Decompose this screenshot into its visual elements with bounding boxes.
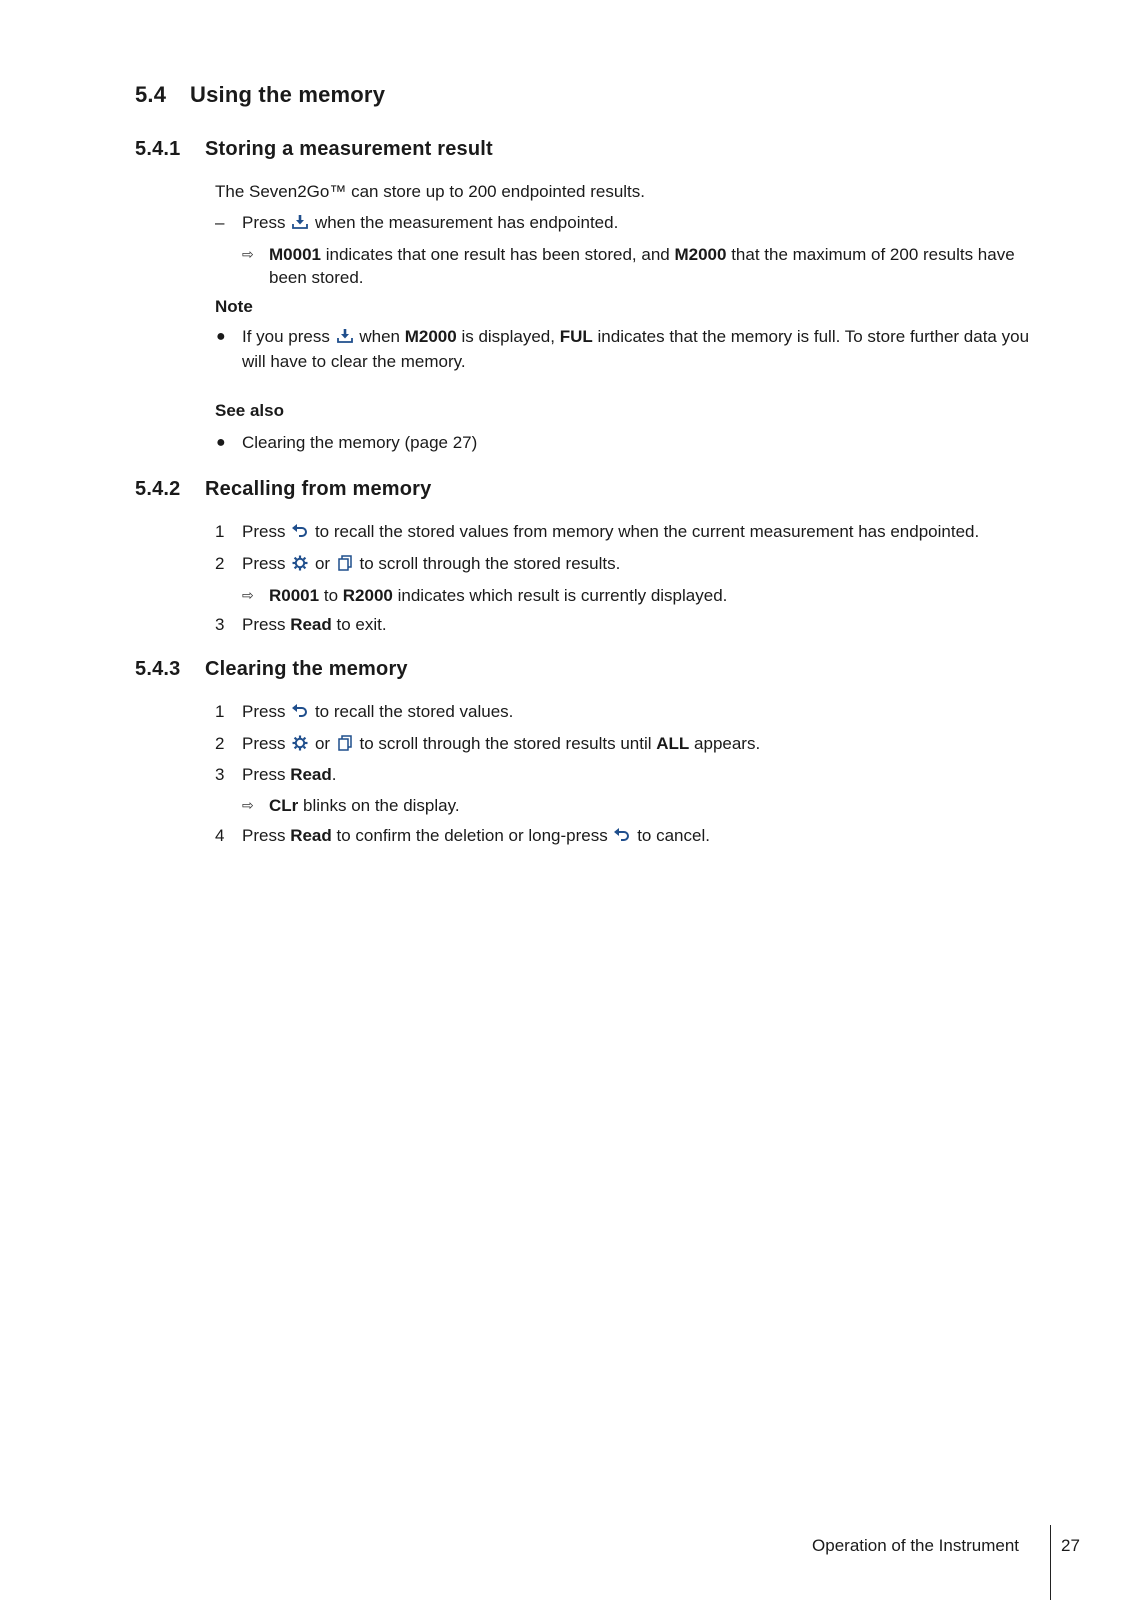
subsection-number: 5.4.2 [135, 478, 181, 500]
see-also-label: See also [215, 401, 284, 420]
clear-step-2 [242, 732, 760, 756]
display-code: CLr [269, 796, 299, 815]
scroll-down-key-icon [336, 555, 354, 571]
note-text-part: If you press [242, 327, 330, 346]
step-number: 3 [215, 765, 225, 784]
step-text: Press [242, 826, 286, 845]
note-label: Note [215, 297, 253, 316]
note-text [242, 325, 1029, 349]
footer-divider [1050, 1525, 1051, 1600]
result-arrow-icon: ⇨ [242, 797, 254, 813]
result-arrow-icon: ⇨ [242, 587, 254, 603]
step-text: to cancel. [637, 826, 710, 845]
recall-step-2 [242, 552, 620, 576]
scroll-up-key-icon [291, 735, 309, 751]
recall-key-icon [613, 827, 631, 843]
display-code: ALL [656, 734, 690, 753]
store-key-icon [336, 328, 354, 344]
display-code: M0001 [269, 245, 321, 264]
subsection-title: Clearing the memory [205, 658, 408, 680]
scroll-down-key-icon [336, 735, 354, 751]
step-number: 2 [215, 734, 225, 753]
key-name: Read [290, 615, 332, 634]
result-text: to [323, 586, 339, 605]
store-key-icon [291, 214, 309, 230]
recall-key-icon [291, 523, 309, 539]
bullet-icon: ● [216, 434, 226, 451]
dash-marker: – [215, 213, 225, 232]
store-result [269, 243, 1015, 267]
recall-step-3 [242, 613, 387, 637]
clear-step-3 [242, 763, 337, 787]
display-code: FUL [559, 327, 593, 346]
step-text: Press [242, 702, 286, 721]
step-number: 1 [215, 522, 225, 541]
step-text: to recall the stored values. [314, 702, 514, 721]
step-text: Press [242, 734, 286, 753]
result-text: indicates which result is currently displayed. [397, 586, 728, 605]
subsection-heading-clearing [135, 658, 408, 681]
store-step [242, 211, 618, 235]
key-name: Read [290, 826, 332, 845]
step-text: when the measurement has endpointed. [314, 213, 619, 232]
step-text: appears. [694, 734, 761, 753]
step-text: to exit. [336, 615, 387, 634]
recall-step-1 [242, 520, 979, 544]
clear-step-4 [242, 824, 710, 848]
store-result-continued: been stored. [269, 268, 364, 287]
note-text-part: indicates that the memory is full. To store further data you [597, 327, 1030, 346]
step-text: Press [242, 522, 286, 541]
subsection-heading-storing [135, 138, 493, 161]
page-number: 27 [1061, 1536, 1080, 1555]
step-text: Press [242, 554, 286, 573]
section-number: 5.4 [135, 82, 167, 107]
scroll-up-key-icon [291, 555, 309, 571]
step-text: to scroll through the stored results until [359, 734, 652, 753]
display-code: R0001 [269, 586, 320, 605]
step-number: 3 [215, 615, 225, 634]
recall-result [269, 584, 727, 608]
step-text: Press [242, 615, 286, 634]
step-text: Press [242, 213, 286, 232]
step-text: to scroll through the stored results. [359, 554, 621, 573]
note-text-part: is displayed, [461, 327, 555, 346]
step-text: or [314, 734, 331, 753]
step-number: 4 [215, 826, 225, 845]
result-text: that the maximum of 200 results have [731, 245, 1015, 264]
section-heading [135, 82, 385, 108]
recall-key-icon [291, 703, 309, 719]
display-code: R2000 [342, 586, 393, 605]
subsection-title: Storing a measurement result [205, 138, 493, 160]
key-name: Read [290, 765, 332, 784]
subsection-number: 5.4.3 [135, 658, 181, 680]
step-number: 2 [215, 554, 225, 573]
note-text-part: when [359, 327, 400, 346]
subsection-heading-recalling [135, 478, 432, 501]
result-text: indicates that one result has been stored, and [325, 245, 670, 264]
note-text-continued: will have to clear the memory. [242, 352, 466, 371]
display-code: M2000 [674, 245, 727, 264]
result-text: blinks on the display. [303, 796, 460, 815]
step-text: Press [242, 765, 286, 784]
step-number: 1 [215, 702, 225, 721]
step-text: to recall the stored values from memory when the current measurement has endpointed. [314, 522, 980, 541]
clear-step-1 [242, 700, 513, 724]
step-text: . [331, 765, 337, 784]
result-arrow-icon: ⇨ [242, 246, 254, 262]
bullet-icon: ● [216, 328, 226, 345]
subsection-number: 5.4.1 [135, 138, 181, 160]
step-text: to confirm the deletion or long-press [336, 826, 608, 845]
display-code: M2000 [404, 327, 457, 346]
step-text: or [314, 554, 331, 573]
clear-result [269, 794, 460, 818]
intro-text: The Seven2Go™ can store up to 200 endpointed results. [215, 182, 645, 201]
subsection-title: Recalling from memory [205, 478, 432, 500]
see-also-link[interactable]: Clearing the memory (page 27) [242, 433, 478, 452]
footer-chapter: Operation of the Instrument [812, 1536, 1019, 1555]
section-title: Using the memory [190, 82, 386, 107]
